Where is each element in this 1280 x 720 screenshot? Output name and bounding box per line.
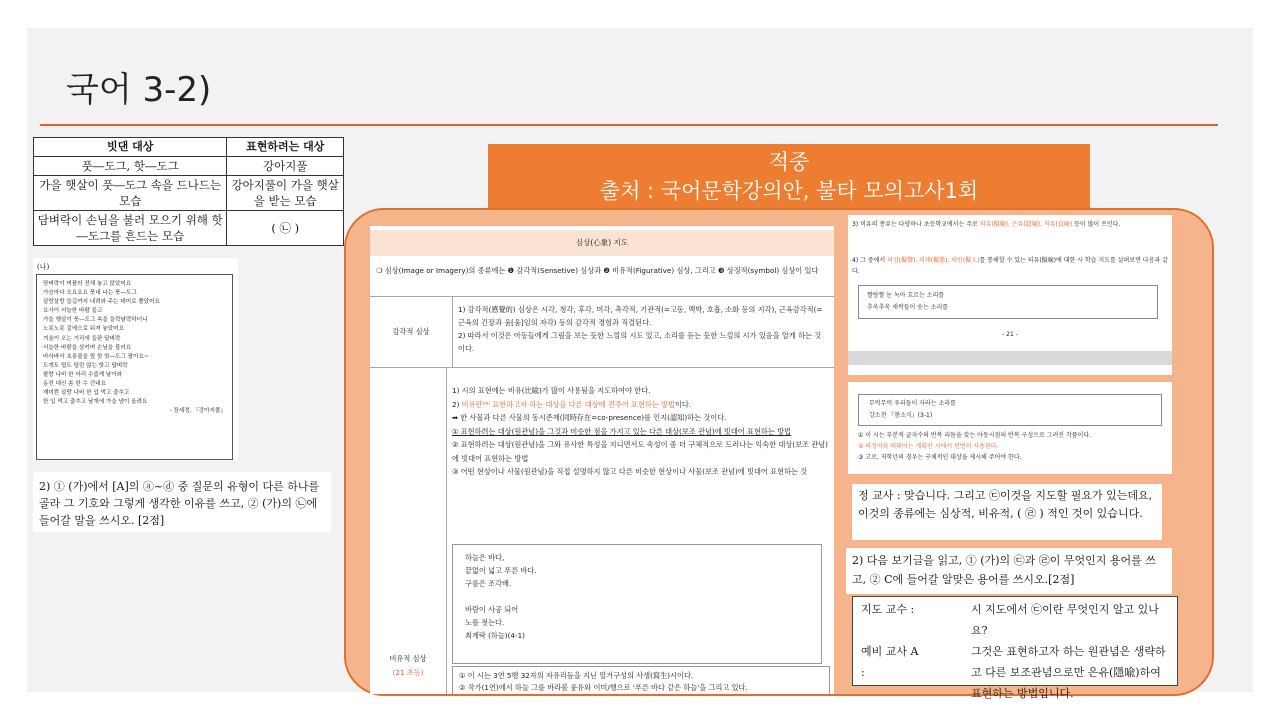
dialog-text: 그것은 표현하고자 하는 원관념은 생략하고 다른 보조관념으로만 은유(隱喩)하여 표현하는 방법입니다. [971, 645, 1166, 700]
analogy-highlight: 의유(擬喩), 은유(隱喩), 직유(直喩) [979, 221, 1073, 228]
poem-line: 가을 햇살이 풋―도그 속을 들락날락하더니 [43, 317, 148, 324]
example-line: 바람이 사공 되어 [465, 605, 519, 614]
question-right: 2) 다음 보기글을 읽고, ① (가)의 ㉢과 ㉣이 무엇인지 용어를 쓰고, ② C에 들어갈 알맞은 용어를 쓰시오.[2점] [846, 548, 1172, 594]
figurative-grade: (21 초등) [392, 668, 424, 677]
poem2-line: 무럭무럭 우리들이 자라는 소리를 [869, 400, 956, 407]
figurative-label-column [370, 368, 447, 694]
table-header-cell: 표현하려는 대상 [227, 138, 344, 157]
dialog-row [861, 641, 1169, 704]
dialog-speaker: 지도 교수 : [861, 603, 915, 616]
example-notes [452, 666, 830, 694]
sense-content [458, 303, 828, 355]
analogy-document-continued [848, 382, 1172, 474]
dialog-text: 시 지도에서 ㉢이란 무엇인지 알고 있나요? [971, 603, 1159, 637]
comparison-table [33, 137, 344, 246]
table-header-row [34, 138, 344, 157]
table-cell: 가을 햇살이 풋―도그 속을 드나드는 모습 [34, 176, 227, 211]
analogy-text: 4) 그 중에서 [852, 257, 888, 264]
example-line: 끝없이 넓고 푸른 바다. [465, 566, 537, 575]
example-line: 최계락 (하늘)(4-1) [465, 631, 525, 640]
fig-item: ② 표현하려는 대상(원관념)을 그와 유사한 특성을 지니면서도 속성이 좀 더 구체적으로 드러나는 익숙한 대상(보조 관념)에 빗대어 표현하는 방법 [452, 440, 828, 463]
analogy-para-2 [852, 255, 1168, 277]
analogy-text: 등이 많이 쓰인다. [1072, 221, 1121, 228]
poem-line: 살랑살랑 들길까지 내려와 주는 데미로 쫄았어요 [43, 299, 160, 306]
table-cell: 강아지풀이 가을 햇살을 받는 모습 [227, 176, 344, 211]
poem-line: 바삭바삭 초롱불을 릴 핫 핫―도그 팔아요~ [43, 353, 149, 360]
example-line: 구름은 조각배. [465, 579, 512, 588]
poem-panel [33, 258, 238, 461]
table-row [34, 211, 344, 246]
dialog-row [861, 599, 1169, 641]
poem2-box [858, 394, 1162, 426]
analogy-document [848, 215, 1172, 375]
banner-source: 출처 : 국어문학강의안, 불타 모의고사1회 [599, 179, 979, 203]
analogy-example-line: 추욱추욱 새싹들이 웃는 소리를 [867, 304, 949, 311]
analogy-para-1 [852, 219, 1168, 230]
figurative-label-text: 비유적 심상 [389, 654, 427, 663]
fig-item-highlight: 비유란²⁶⁾ 표현하고자 하는 대상을 다른 대상에 견주어 표현하는 방법 [461, 399, 675, 409]
table-row [34, 176, 344, 211]
figurative-label [370, 652, 446, 680]
table-cell: ( ㉡ ) [227, 211, 344, 246]
poem-source: - 장세정, 『강아지풀』 [169, 408, 226, 415]
poem-line: 서늘한 바람을 삼키며 손님을 불러요 [43, 344, 132, 351]
table-cell: 강아지풀 [227, 157, 344, 176]
fig-item: ① 표현하려는 대상(원관념)을 그것과 비슷한 점을 가지고 있는 다른 대상(보조 관념)에 빗대어 표현하는 방법 [452, 426, 791, 436]
table-row [34, 157, 344, 176]
poem2-note: ③ 고로, 저학년의 경우는 구체적인 대상을 제시해 주어야 한다. [858, 454, 1022, 461]
poem-line: 동전 대신 솜 한 수 건네요 [43, 381, 106, 388]
figurative-content [452, 384, 830, 479]
analogy-example-box [858, 285, 1158, 319]
example-line: 하늘은 바다, [465, 553, 505, 562]
poem-line: 담벼락이 머플러 전채 놓고 앉았어요 [43, 281, 132, 287]
poem2-notes [858, 430, 1164, 463]
table-cell: 담벼락이 손님을 불러 모으기 위해 핫―도그를 흔드는 모습 [34, 211, 227, 246]
fig-item-number: 2) [452, 399, 462, 409]
sense-row [370, 296, 834, 368]
fig-item: 1) 시의 표현에는 비유(比喩)가 많이 사용됨을 지도하여야 한다. [452, 386, 651, 395]
poem-line: 겨울이 오는 거리에 들판 답벼락 [43, 335, 121, 342]
example-line [465, 590, 821, 603]
poem-line: 한 입 먹고 춤추고 날개에 가을 냄이 올려요 [43, 399, 148, 406]
analogy-highlight: 의성(擬聲), 의태(擬態), 의인(擬人) [887, 257, 980, 264]
fig-item-end: 이다. [674, 399, 692, 409]
poem-line: 팔랑 나비 한 마리 수줍게 날아와 [43, 371, 123, 378]
poem-line: 재미쁜 살랑 나비 한 입 먹고 춤추고 [43, 390, 130, 397]
doc-header: 심상(心象) 지도 [370, 230, 834, 256]
poem-line: 도개도 털도 털린 않는 핫고 답벼락 [43, 362, 128, 369]
example-line: 노를 젓는다. [465, 618, 505, 627]
example-note: ② 작가(1연)에서 하늘 그를 바라봄 윤유와 이미/행으로 '푸른 바다 같은 하늘'을 그리고 있다. [459, 683, 748, 692]
poem-line: 요사이 서늘한 바람 들고 [43, 308, 103, 315]
analogy-example-line: 짤랑짤 눈 녹아 흐르는 소리를 [867, 292, 945, 299]
fig-arrow-item: ➡ 한 사물과 다른 사물의 동시존재(同時存在=co-presence)를 인지(認知)하는 것이다. [452, 413, 727, 422]
page-number: - 21 - [1002, 331, 1018, 338]
page-break-band [848, 351, 1172, 365]
doc-intro: ❍ 심상(Image or Imagery)의 종류에는 ❶ 감각적(Sensetive) 심상과 ❷ 비유적(Figurative) 심상, 그리고 ❸ 상징적(symbol) 심상이 있다 [376, 266, 819, 275]
fig-item [452, 398, 830, 412]
imagery-document [370, 226, 834, 694]
example-poem-box [452, 544, 822, 664]
poem-line: 가슴마다 오요요요 풋내 나는 풋―도그 [43, 290, 137, 297]
fig-item: ③ 어떤 현상이나 사물(원관념)을 직접 설명하지 않고 다른 비슷한 현상이나 사물(보조 관념)에 빗대어 표현하는 것 [452, 467, 808, 476]
dialog-box [852, 596, 1178, 700]
slide-title: 국어 3-2) [66, 70, 212, 110]
table-cell: 풋―도그, 핫―도그 [34, 157, 227, 176]
question-left: 2) ① (가)에서 [A]의 ⓐ~ⓓ 중 질문의 유형이 다른 하나를 골라 그 기호와 그렇게 생각한 이유를 쓰고, ② (가)의 ㉡에 들어갈 말을 쓰시오. [2점] [33, 472, 331, 532]
poem2-note: ② 의성어와 의태어는 계획인 시에서 빈번히 사용된다. [858, 443, 999, 450]
source-banner [488, 144, 1090, 210]
teacher-statement: 정 교사 : 맞습니다. 그리고 ㉢이것을 지도할 필요가 있는데요, 이것의 종류에는 심상적, 비유적, ( ㉣ ) 적인 것이 있습니다. [852, 484, 1162, 540]
sense-item: 1) 감각적(感覺的) 심상은 시각, 청각, 후각, 미각, 촉각적, 기관적(=고동, 맥박, 호흡, 소화 등의 지각), 근육감각적(=근육의 긴장과 움[움]임의 자각) 등의 감각적 경험과 직결된다. [458, 305, 823, 327]
analogy-text: 3) 비유의 종류는 다양하나 초등학교에서는 주로 [852, 221, 980, 228]
table-header-cell: 빗댄 대상 [34, 138, 227, 157]
example-note: ① 이 시는 3연 5행 32자의 자유리듬을 지닌 열거구성의 사생(寫生)시이다. [459, 671, 694, 680]
poem-label: (나) [37, 263, 50, 271]
title-underline [40, 124, 1218, 126]
poem2-source: 강소천 『봄소식』(3-1) [869, 412, 933, 419]
sense-item: 2) 따라서 이것은 아동들에게 그림을 보는 듯한 느낌의 시도 있고, 소리를 듣는 듯한 느낌의 시가 있음을 알게 하는 것이다. [458, 331, 822, 353]
poem2-note: ① 이 시는 부분적 글자수의 반복 리듬을 갖는 아동시점의 반복 구성으로 그려진 작품이다. [858, 432, 1092, 439]
dialog-speaker: 예비 교사 A : [861, 645, 919, 679]
analogy-text: 를 통해할 수 있는 의유(擬喩)에 대한 시 학습 지도를 살펴보면 다음과 같다. [852, 257, 1168, 275]
poem-line: 노릇노릇 겉에으로 뒤져 놓았어요 [43, 326, 124, 333]
sense-label: 감각적 심상 [370, 297, 453, 367]
poem-box [36, 274, 233, 460]
banner-title: 적중 [768, 150, 810, 174]
